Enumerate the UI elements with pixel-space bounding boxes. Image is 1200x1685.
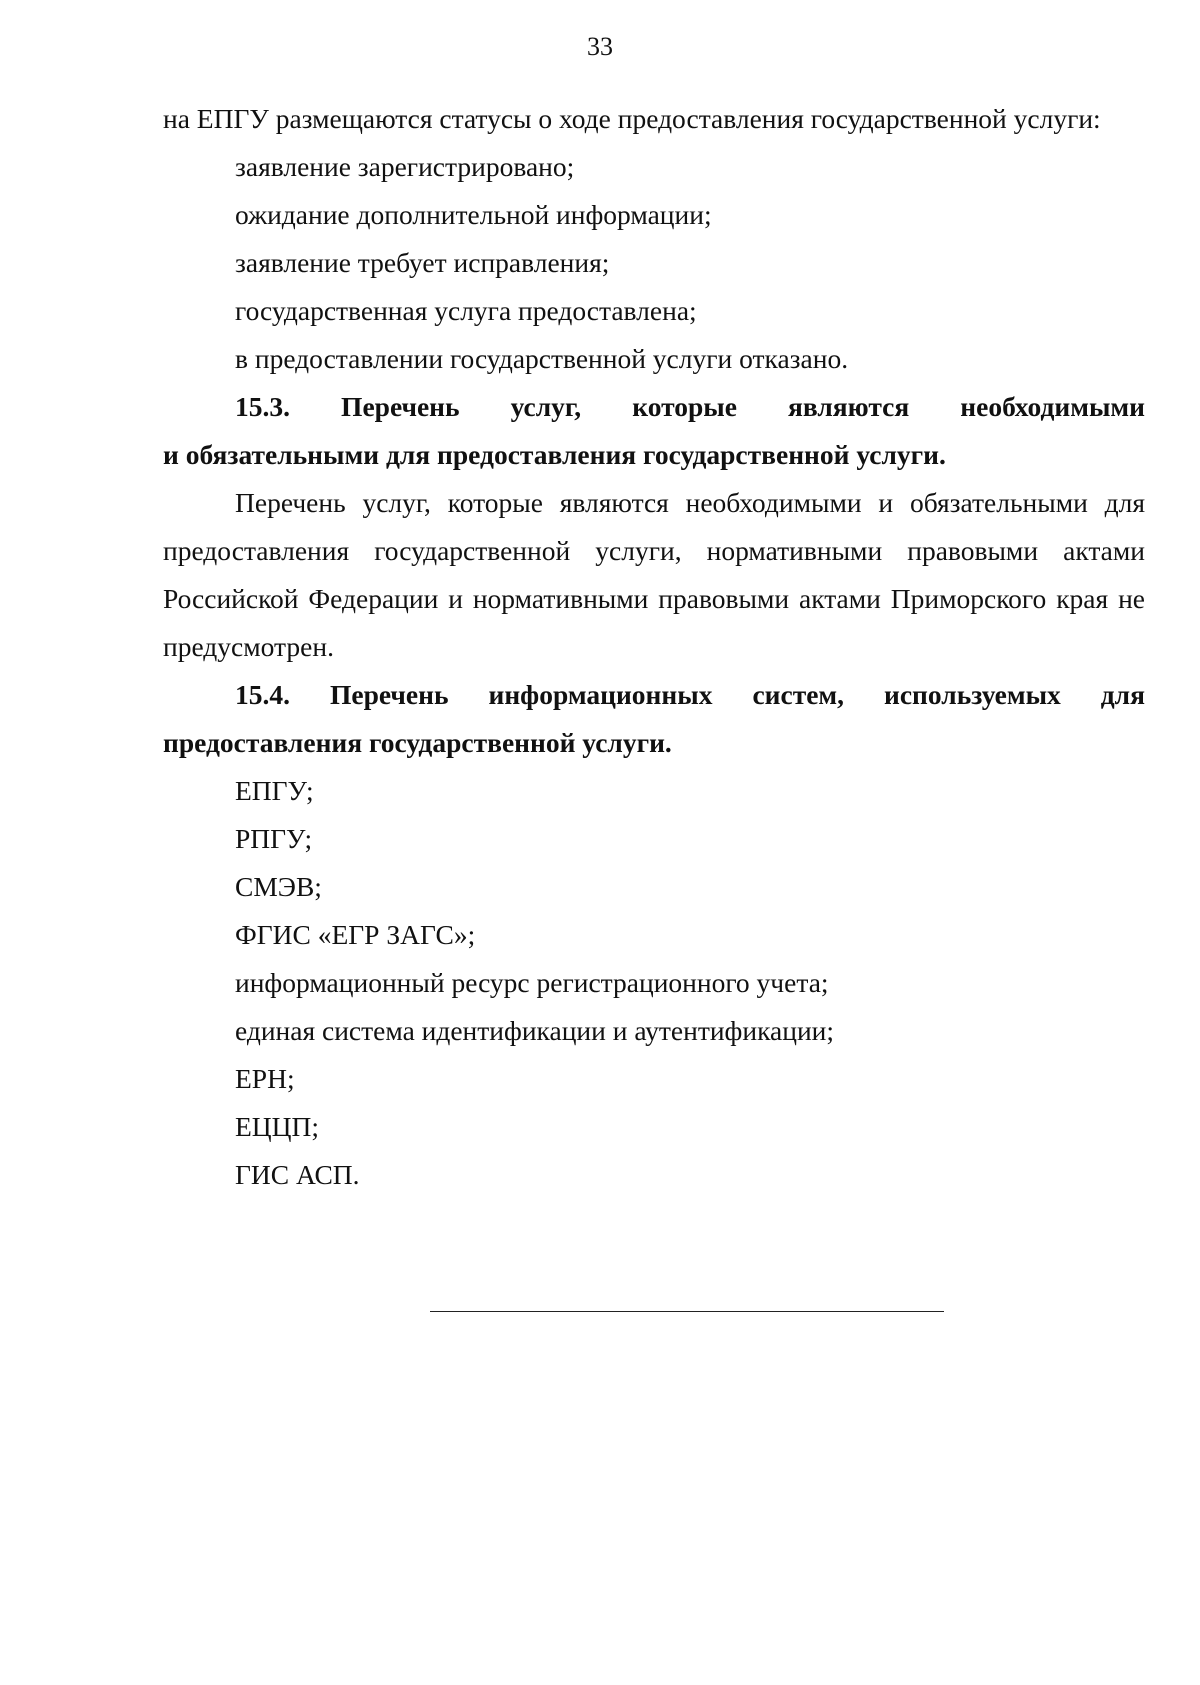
closing-divider — [430, 1311, 944, 1312]
system-item: информационный ресурс регистрационного учета; — [235, 967, 829, 998]
section-15-3-body: Перечень услуг, которые являются необходимыми и обязательными для предоставления государственной услуги, нормативными правовыми актами Российской Федерации и нормативными правовыми актами Приморского края не предусмотрен. — [163, 487, 1145, 662]
system-item: ЕРН; — [235, 1063, 295, 1094]
system-item: ЕЦЦП; — [235, 1111, 320, 1142]
system-item: единая система идентификации и аутентификации; — [235, 1015, 835, 1046]
status-item: ожидание дополнительной информации; — [235, 199, 712, 230]
section-15-4-heading-line1: 15.4. Перечень информационных систем, используемых для — [235, 679, 1145, 710]
section-15-4-heading-line2: предоставления государственной услуги. — [163, 727, 672, 758]
system-item: ФГИС «ЕГР ЗАГС»; — [235, 919, 476, 950]
status-item: в предоставлении государственной услуги отказано. — [235, 343, 849, 374]
system-item: СМЭВ; — [235, 871, 322, 902]
section-15-3-heading-line1: 15.3. Перечень услуг, которые являются необходимыми — [235, 391, 1145, 422]
status-item: заявление зарегистрировано; — [235, 151, 575, 182]
intro-line: на ЕПГУ размещаются статусы о ходе предоставления государственной услуги: — [163, 103, 1101, 134]
system-item: ЕПГУ; — [235, 775, 314, 806]
system-item: ГИС АСП. — [235, 1159, 360, 1190]
document-body — [163, 95, 1145, 1199]
page-number: 33 — [587, 32, 613, 61]
system-item: РПГУ; — [235, 823, 313, 854]
status-item: государственная услуга предоставлена; — [235, 295, 697, 326]
status-item: заявление требует исправления; — [235, 247, 610, 278]
section-15-3-heading-line2: и обязательными для предоставления государственной услуги. — [163, 439, 946, 470]
